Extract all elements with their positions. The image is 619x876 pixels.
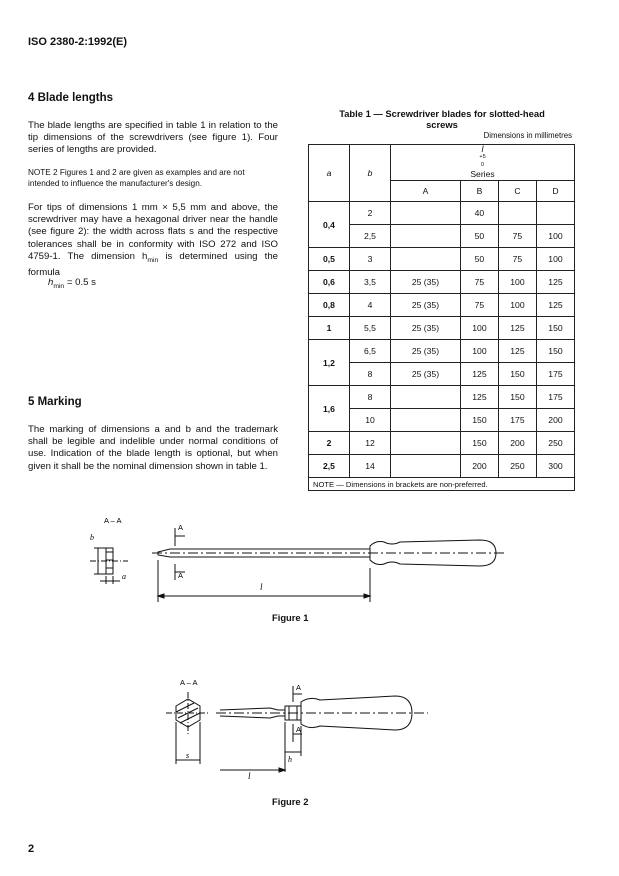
- table-1-dimensions-note: Dimensions in millimetres: [483, 131, 572, 140]
- header-l-symbol: l: [481, 144, 484, 155]
- cell-C: 100: [498, 294, 536, 317]
- table-1: [308, 144, 575, 491]
- section-A-top: A: [296, 683, 302, 692]
- cell-D: 150: [536, 340, 574, 363]
- cell-a: 0,6: [309, 271, 350, 294]
- table-row: [309, 271, 575, 294]
- cell-D: 250: [536, 432, 574, 455]
- dim-label-l: l: [248, 771, 251, 781]
- cell-B: 100: [460, 340, 498, 363]
- standard-id: ISO 2380-2:1992(E): [28, 36, 128, 48]
- header-l-tol-zero: 0: [480, 162, 485, 169]
- table-row: [309, 248, 575, 271]
- cell-A: 25 (35): [391, 363, 461, 386]
- cell-A: 25 (35): [391, 294, 461, 317]
- dim-label-h: h: [288, 755, 292, 764]
- cell-C: 75: [498, 248, 536, 271]
- header-l: [391, 145, 575, 181]
- section-5-paragraph: The marking of dimensions a and b and the trademark shall be legible and indelible under normal conditions of use. Indication of the blade length is optional, but when given it shall be the nominal dimension shown in table 1.: [28, 424, 278, 472]
- section-5-title: 5 Marking: [28, 396, 82, 408]
- cell-b: 2: [350, 202, 391, 225]
- cell-b: 4: [350, 294, 391, 317]
- series-D: D: [536, 180, 574, 201]
- figure-2-caption: Figure 2: [272, 796, 309, 807]
- cell-a: 1,6: [309, 386, 350, 432]
- header-b: b: [350, 145, 391, 202]
- table-row: [309, 340, 575, 363]
- cell-A: [391, 455, 461, 478]
- section-A-bottom: A: [296, 725, 302, 734]
- cell-D: 150: [536, 317, 574, 340]
- table-1-title: [308, 108, 576, 130]
- cell-a: 0,4: [309, 202, 350, 248]
- para2-subscript: min: [147, 256, 159, 264]
- cell-B: 50: [460, 248, 498, 271]
- dim-label-a: a: [122, 572, 126, 581]
- cell-C: 150: [498, 386, 536, 409]
- para2-text-b: is determined using the formula: [28, 250, 278, 278]
- cell-D: 125: [536, 271, 574, 294]
- section-A-bottom: A: [178, 571, 184, 580]
- cell-b: 8: [350, 363, 391, 386]
- table-note: NOTE — Dimensions in brackets are non-preferred.: [309, 478, 575, 491]
- cell-a: 1,2: [309, 340, 350, 386]
- cell-B: 200: [460, 455, 498, 478]
- cell-a: 1: [309, 317, 350, 340]
- formula: [48, 277, 96, 293]
- formula-h: h: [48, 277, 54, 288]
- table-row: [309, 202, 575, 225]
- cell-D: 175: [536, 363, 574, 386]
- table-row: [309, 386, 575, 409]
- cell-b: 2,5: [350, 225, 391, 248]
- cell-C: 250: [498, 455, 536, 478]
- cell-A: 25 (35): [391, 317, 461, 340]
- figure-1-drawing: [70, 510, 510, 610]
- cell-B: 75: [460, 271, 498, 294]
- header-a: a: [309, 145, 350, 202]
- figure-1-caption: Figure 1: [272, 612, 309, 623]
- cell-C: 175: [498, 409, 536, 432]
- note-2: NOTE 2 Figures 1 and 2 are given as examples and are not intended to influence the manufacturer's design.: [28, 168, 245, 188]
- page-number: 2: [28, 843, 35, 855]
- table-row: [309, 432, 575, 455]
- table-1-title-line-1: Table 1 — Screwdriver blades for slotted-head: [339, 108, 545, 119]
- cell-D: 100: [536, 225, 574, 248]
- cell-C: 75: [498, 225, 536, 248]
- cell-A: [391, 202, 461, 225]
- cell-A: [391, 432, 461, 455]
- cell-B: 50: [460, 225, 498, 248]
- cell-A: [391, 225, 461, 248]
- cell-b: 6,5: [350, 340, 391, 363]
- section-4-title: 4 Blade lengths: [28, 92, 113, 104]
- cell-B: 150: [460, 432, 498, 455]
- cell-B: 150: [460, 409, 498, 432]
- cell-B: 75: [460, 294, 498, 317]
- cell-b: 12: [350, 432, 391, 455]
- table-1-title-line-2: screws: [426, 119, 458, 130]
- cell-D: 100: [536, 248, 574, 271]
- cell-a: 2: [309, 432, 350, 455]
- formula-rest: = 0.5 s: [64, 277, 96, 288]
- table-note-row: [309, 478, 575, 491]
- cell-C: 100: [498, 271, 536, 294]
- cell-b: 5,5: [350, 317, 391, 340]
- cell-b: 8: [350, 386, 391, 409]
- cell-C: 125: [498, 317, 536, 340]
- cell-b: 14: [350, 455, 391, 478]
- table-row: [309, 455, 575, 478]
- cell-B: 100: [460, 317, 498, 340]
- cell-A: [391, 409, 461, 432]
- cell-a: 0,8: [309, 294, 350, 317]
- dim-arrow: [279, 768, 285, 772]
- section-4-paragraph-1: The blade lengths are specified in table 1 in relation to the tip dimensions of the screwdrivers (see figure 1). Four series of lengths are provided.: [28, 120, 278, 156]
- section-label: A – A: [180, 678, 198, 687]
- cell-D: 200: [536, 409, 574, 432]
- formula-subscript: min: [53, 282, 65, 290]
- para2-text-a: For tips of dimensions 1 mm × 5,5 mm and above, the screwdriver may have a hexagonal driver near the handle (see figure 2): the width across flats s and the respective tolerances shall be in conformity with ISO 272 and ISO 4759-1. The dimension h: [28, 202, 278, 262]
- cell-A: 25 (35): [391, 271, 461, 294]
- cell-C: 125: [498, 340, 536, 363]
- section-A-top: A: [178, 523, 184, 532]
- cell-B: 40: [460, 202, 498, 225]
- series-B: B: [460, 180, 498, 201]
- cell-B: 125: [460, 363, 498, 386]
- figure-2-drawing: [150, 672, 440, 787]
- cell-D: 300: [536, 455, 574, 478]
- cell-A: 25 (35): [391, 340, 461, 363]
- series-A: A: [391, 180, 461, 201]
- cell-C: 200: [498, 432, 536, 455]
- cell-A: [391, 248, 461, 271]
- header-l-tol-plus: +5: [479, 154, 486, 161]
- header-series: Series: [470, 169, 495, 180]
- table-row: [309, 317, 575, 340]
- cell-b: 3: [350, 248, 391, 271]
- series-C: C: [498, 180, 536, 201]
- cell-D: [536, 202, 574, 225]
- cell-D: 125: [536, 294, 574, 317]
- cell-b: 10: [350, 409, 391, 432]
- cell-B: 125: [460, 386, 498, 409]
- cell-b: 3,5: [350, 271, 391, 294]
- table-row: [309, 294, 575, 317]
- section-4-paragraph-2: [28, 202, 278, 279]
- cell-C: 150: [498, 363, 536, 386]
- cell-C: [498, 202, 536, 225]
- dim-label-s: s: [186, 751, 190, 760]
- dim-label-l: l: [260, 582, 263, 592]
- cell-D: 175: [536, 386, 574, 409]
- cell-a: 0,5: [309, 248, 350, 271]
- dim-label-b: b: [90, 533, 94, 542]
- cell-A: [391, 386, 461, 409]
- cell-a: 2,5: [309, 455, 350, 478]
- section-label: A – A: [104, 516, 122, 525]
